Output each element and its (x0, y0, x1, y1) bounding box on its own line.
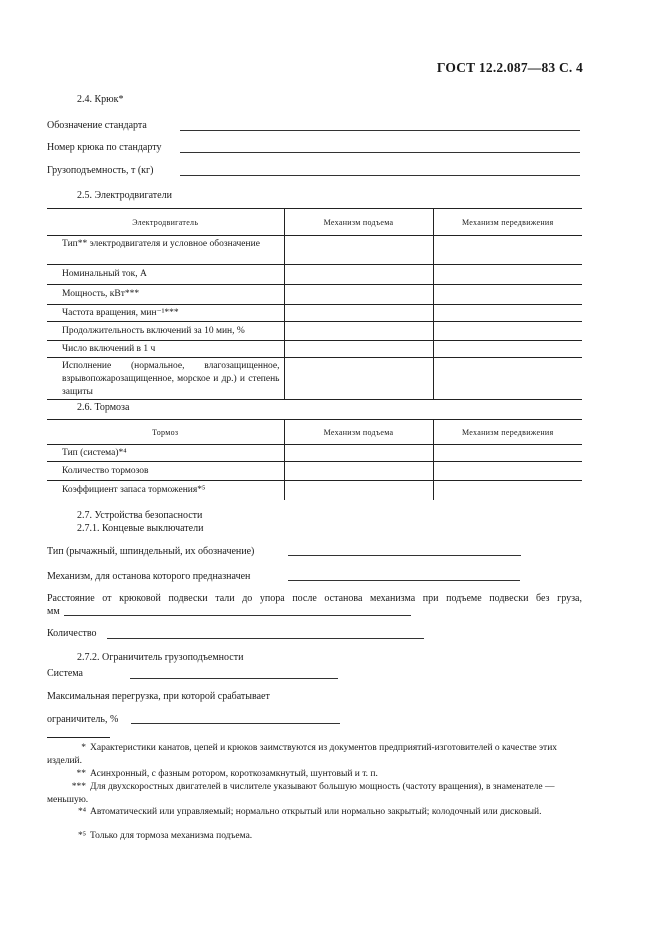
footnote-text: Автоматический или управляемый; нормально открытый или нормально закрытый; колодочный или дисковый. (90, 807, 542, 817)
table-cell[interactable] (284, 341, 433, 358)
footnote-mark: *⁴ (77, 807, 86, 817)
footnote-text: Только для тормоза механизма подъема. (90, 831, 253, 841)
field-line-standard[interactable] (180, 130, 580, 131)
footnote (47, 806, 582, 819)
section-brakes-title: 2.6. Тормоза (77, 402, 130, 413)
footnote-text: Характеристики канатов, цепей и крюков заимствуются из документов предприятий-изготовителей о качестве этих изделий. (47, 743, 558, 766)
table-row (47, 462, 582, 481)
footnote (47, 742, 582, 768)
table-row (47, 285, 582, 305)
section-safety-title: 2.7. Устройства безопасности (77, 510, 203, 521)
field-line-system[interactable] (130, 678, 338, 679)
motors-row-label: Тип** электродвигателя и условное обозначение (62, 239, 260, 249)
motors-row-label: Частота вращения, мин⁻¹*** (62, 307, 179, 318)
table-cell[interactable] (284, 358, 433, 400)
brakes-row-label: Количество тормозов (62, 465, 149, 476)
field-label-capacity: Грузоподъемность, т (кг) (47, 165, 154, 176)
section-hook-title: 2.4. Крюк* (77, 94, 124, 105)
field-line-capacity[interactable] (180, 175, 580, 176)
brakes-col-header: Тормоз (47, 420, 284, 445)
section-load-limiter-title: 2.7.2. Ограничитель грузоподъемности (77, 652, 244, 663)
footnote-mark: *⁵ (77, 831, 86, 841)
field-label-overload: Максимальная перегрузка, при которой срабатывает (47, 691, 270, 702)
table-row (47, 341, 582, 358)
motors-col-header: Механизм подъема (284, 209, 433, 236)
table-cell[interactable] (284, 462, 433, 481)
table-cell[interactable] (433, 341, 582, 358)
table-row (47, 305, 582, 322)
brakes-table (47, 419, 582, 500)
table-cell[interactable] (433, 236, 582, 265)
footnote-text: Асинхронный, с фазным ротором, короткозамкнутый, шунтовый и т. п. (90, 769, 378, 779)
field-label-distance-unit: мм (47, 606, 60, 617)
table-cell[interactable] (433, 445, 582, 462)
table-row (47, 481, 582, 500)
motors-row-label: Номинальный ток, А (62, 269, 147, 279)
table-row (47, 358, 582, 400)
table-cell[interactable] (433, 322, 582, 341)
field-line-distance[interactable] (64, 615, 411, 616)
field-label-hook-number: Номер крюка по стандарту (47, 142, 162, 153)
footnote-mark: ** (76, 769, 86, 779)
table-cell[interactable] (433, 358, 582, 400)
table-cell[interactable] (284, 265, 433, 285)
footnote (47, 830, 582, 843)
field-line-hook-number[interactable] (180, 152, 580, 153)
table-cell[interactable] (284, 285, 433, 305)
footnote (47, 781, 582, 807)
table-cell[interactable] (284, 445, 433, 462)
field-line-overload[interactable] (131, 723, 340, 724)
section-limit-switches-title: 2.7.1. Концевые выключатели (77, 523, 204, 534)
motors-col-header: Электродвигатель (47, 209, 284, 236)
field-line-mechanism[interactable] (288, 580, 520, 581)
footnote-mark: * (81, 743, 86, 753)
footnote-mark: *** (71, 782, 86, 792)
table-cell[interactable] (433, 285, 582, 305)
motors-row-label: Исполнение (нормальное, влагозащищенное, взрывопожарозащищенное, морское и др.) и степень защиты (62, 361, 280, 397)
footnote-separator (47, 737, 110, 738)
page-header: ГОСТ 12.2.087—83 С. 4 (436, 60, 583, 75)
field-label-switch-type: Тип (рычажный, шпиндельный, их обозначение) (47, 546, 255, 557)
motors-row-label: Мощность, кВт*** (62, 289, 140, 299)
field-label-distance: Расстояние от крюковой подвески тали до упора после останова механизма при подъеме подвески без груза, (47, 593, 582, 604)
table-row (47, 445, 582, 462)
motors-col-header: Механизм передвижения (433, 209, 582, 236)
section-motors-title: 2.5. Электродвигатели (77, 190, 172, 201)
motors-row-label: Продолжительность включений за 10 мин, % (62, 325, 245, 336)
table-row (47, 236, 582, 265)
field-label-quantity: Количество (47, 628, 97, 639)
motors-row-label: Число включений в 1 ч (62, 343, 156, 354)
brakes-col-header: Механизм передвижения (433, 420, 582, 445)
table-cell[interactable] (433, 265, 582, 285)
field-line-quantity[interactable] (107, 638, 424, 639)
table-cell[interactable] (433, 481, 582, 500)
field-label-system: Система (47, 668, 83, 679)
brakes-col-header: Механизм подъема (284, 420, 433, 445)
table-cell[interactable] (433, 462, 582, 481)
motors-table (47, 208, 582, 400)
field-line-switch-type[interactable] (288, 555, 521, 556)
table-cell[interactable] (433, 305, 582, 322)
table-cell[interactable] (284, 236, 433, 265)
table-cell[interactable] (284, 481, 433, 500)
table-row (47, 322, 582, 341)
field-label-standard: Обозначение стандарта (47, 120, 147, 131)
table-cell[interactable] (284, 305, 433, 322)
footnote-text: Для двухскоростных двигателей в числителе указывают большую мощность (частоту вращения), в знаменателе — меньшую. (47, 782, 555, 805)
table-row (47, 265, 582, 285)
field-label-overload-limiter: ограничитель, % (47, 714, 119, 725)
brakes-row-label: Тип (система)*⁴ (62, 447, 127, 458)
brakes-row-label: Коэффициент запаса торможения*⁵ (62, 484, 206, 495)
table-cell[interactable] (284, 322, 433, 341)
field-label-mechanism: Механизм, для останова которого предназначен (47, 571, 251, 582)
footnote (47, 768, 582, 781)
